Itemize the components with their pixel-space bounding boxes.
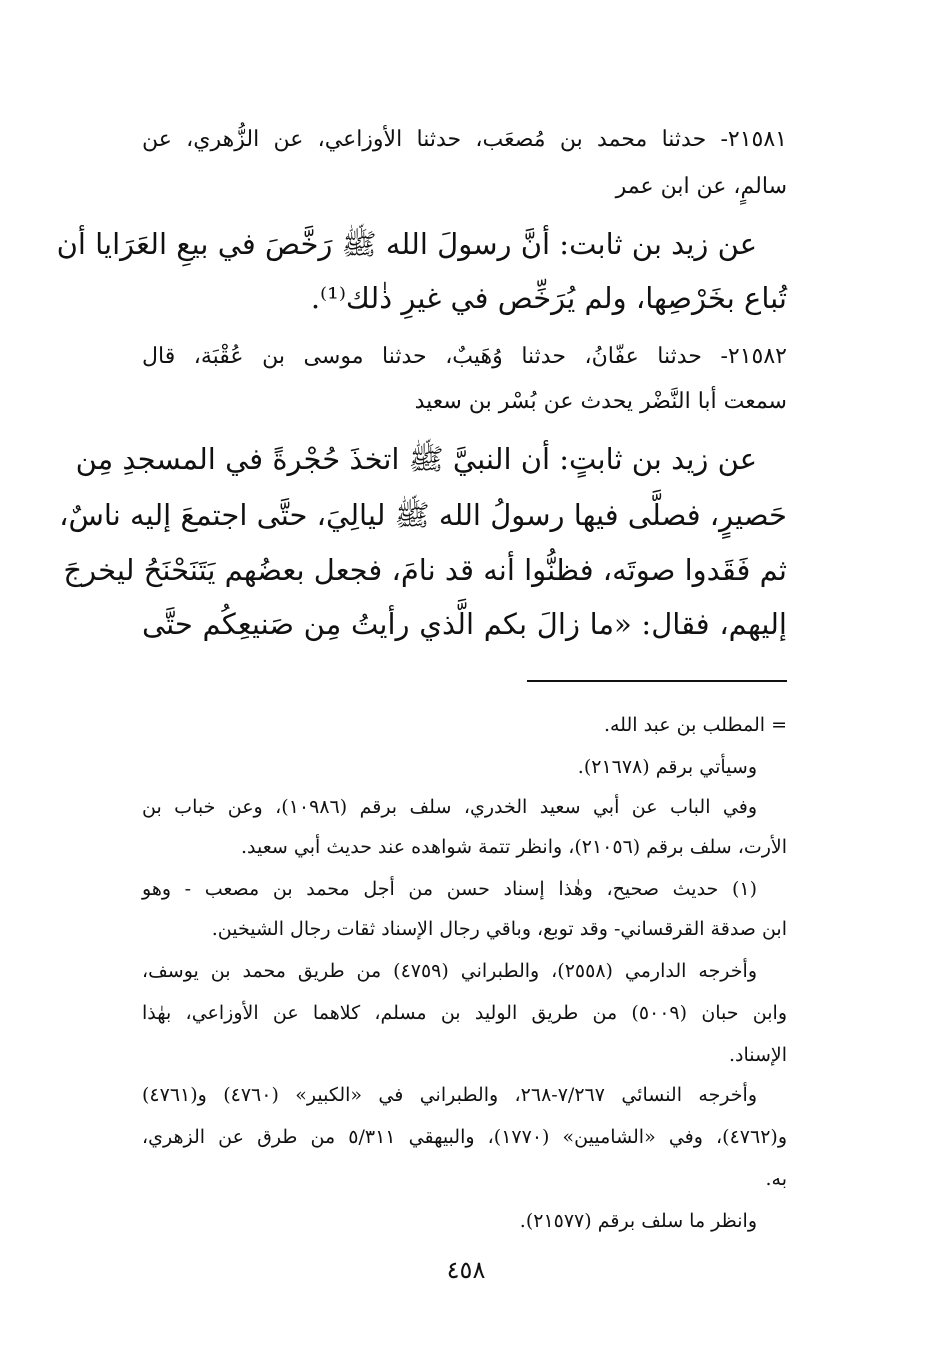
footnote-line-8: وابن حبان (٥٠٠٩) من طريق الوليد بن مسلم، كلاهما عن الأوزاعي، بهٰذا <box>142 1002 788 1024</box>
hadith-2-matn-line-4: إليهم، فقال: «ما زالَ بكم الَّذي رأيتُ مِن صَنيعِكُم حتَّى <box>142 607 787 641</box>
page-number: ٤٥٨ <box>446 1256 486 1284</box>
footnote-line-2: وسيأتي برقم (٢١٦٧٨). <box>577 756 757 778</box>
footnote-line-4: الأرت، سلف برقم (٢١٠٥٦)، وانظر تتمة شواهده عند حديث أبي سعيد. <box>241 836 787 858</box>
hadith-2-isnad-line-2: سمعت أبا النَّضْر يحدث عن بُسْر بن سعيد <box>414 389 787 414</box>
footnote-line-10: وأخرجه النسائي ٧/٢٦٧-٢٦٨، والطبراني في «الكبير» (٤٧٦٠) و(٤٧٦١) <box>142 1084 757 1106</box>
hadith-1-isnad-line-2: سالمٍ، عن ابن عمر <box>615 174 787 199</box>
footnote-line-3: وفي الباب عن أبي سعيد الخدري، سلف برقم (١٠٩٨٦)، وعن خباب بن <box>142 796 757 818</box>
footnote-line-6: ابن صدقة القرقساني- وقد توبع، وباقي رجال الإسناد ثقات رجال الشيخين. <box>211 918 787 940</box>
footnote-line-7: وأخرجه الدارمي (٢٥٥٨)، والطبراني (٤٧٥٩) من طريق محمد بن يوسف، <box>142 960 757 982</box>
footnote-line-13: وانظر ما سلف برقم (٢١٥٧٧). <box>519 1210 757 1232</box>
hadith-1-matn-line-2: تُباع بخَرْصِها، ولم يُرَخِّص في غيرِ ذٰلك⁽¹⁾. <box>310 281 787 315</box>
hadith-2-isnad-line-1: ٢١٥٨٢- حدثنا عفّانُ، حدثنا وُهَيبٌ، حدثنا موسى بن عُقْبَة، قال <box>142 344 787 369</box>
hadith-2-matn-line-1: عن زيد بن ثابتٍ: أن النبيَّ ﷺ اتخذَ حُجْرةً في المسجدِ مِن <box>75 442 757 476</box>
hadith-1-matn-line-1: عن زيد بن ثابت: أنَّ رسولَ الله ﷺ رَخَّصَ في بيعِ العَرَايا أن <box>56 227 757 261</box>
footnote-line-12: به. <box>765 1168 787 1190</box>
hadith-1-isnad-line-1: ٢١٥٨١- حدثنا محمد بن مُصعَب، حدثنا الأوزاعي، عن الزُّهري، عن <box>142 127 787 152</box>
footnote-separator <box>527 680 787 682</box>
footnote-line-11: و(٤٧٦٢)، وفي «الشاميين» (١٧٧٠)، والبيهقي ٥/٣١١ من طرق عن الزهري، <box>142 1126 787 1148</box>
footnote-line-1: = المطلب بن عبد الله. <box>603 714 787 736</box>
footnote-line-5: (١) حديث صحيح، وهٰذا إسناد حسن من أجل محمد بن مصعب - وهو <box>142 878 757 900</box>
hadith-2-matn-line-2: حَصيرٍ، فصلَّى فيها رسولُ الله ﷺ ليالِيَ، حتَّى اجتمعَ إليه ناسٌ، <box>59 498 787 532</box>
hadith-2-matn-line-3: ثم فَقَدوا صوتَه، فظنُّوا أنه قد نامَ، فجعل بعضُهم يَتَنَحْنَحُ ليخرجَ <box>63 553 787 587</box>
footnote-line-9: الإسناد. <box>728 1044 787 1066</box>
